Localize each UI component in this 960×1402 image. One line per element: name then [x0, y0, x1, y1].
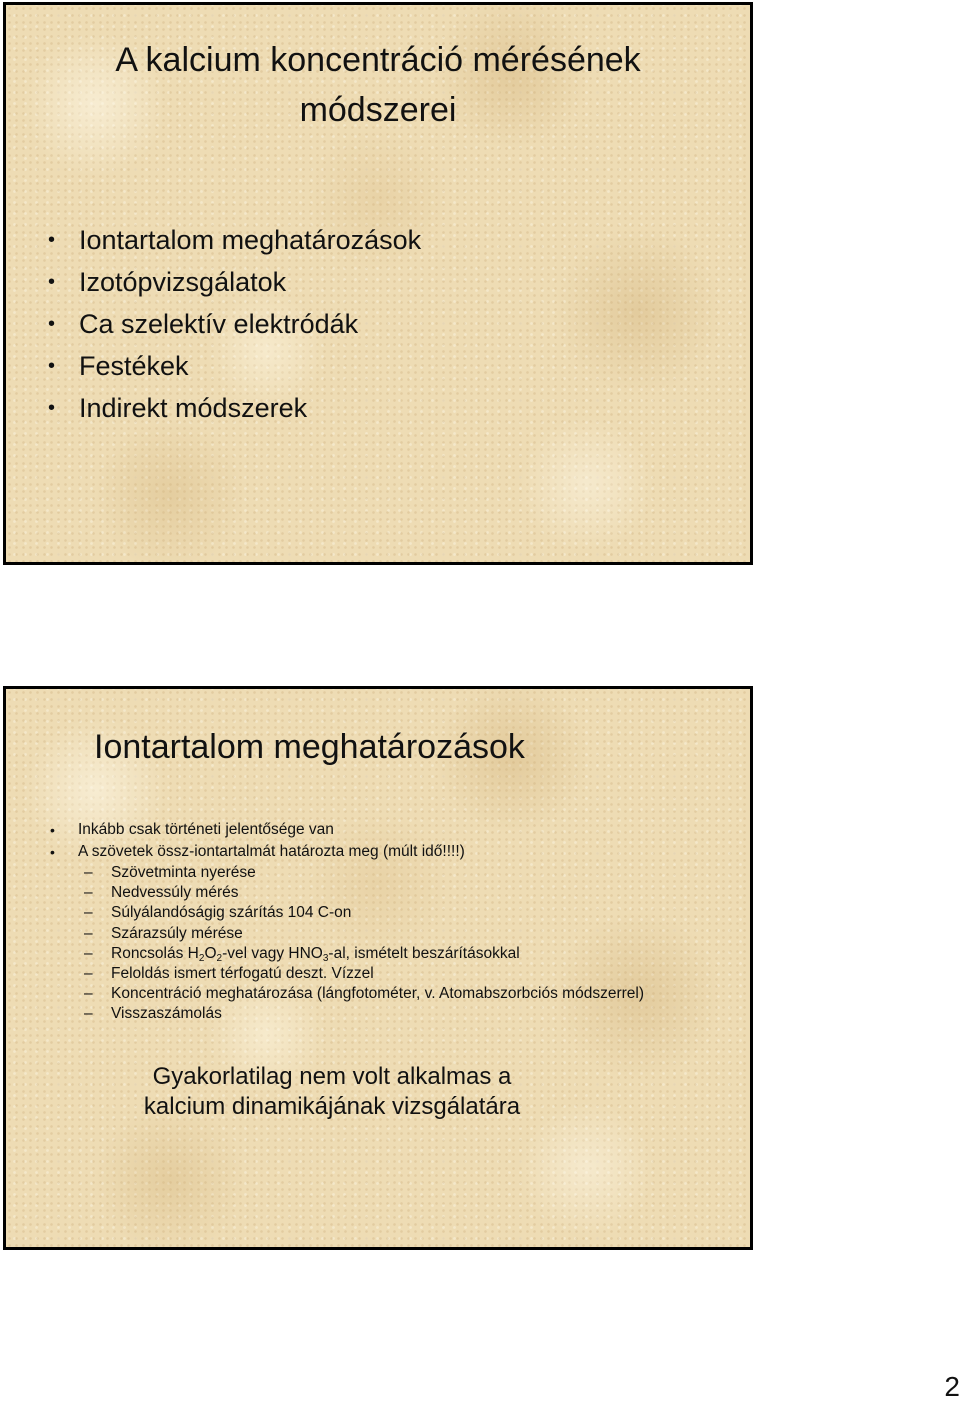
- slide-1-bullet-list: [48, 219, 421, 429]
- dash-icon: –: [84, 884, 93, 902]
- bullet-icon: •: [48, 271, 56, 293]
- bullet-icon: •: [50, 822, 55, 838]
- sub-list-item: – Feloldás ismert térfogatú deszt. Vízzel: [84, 964, 644, 984]
- slide-1-title-line-2: módszerei: [299, 91, 457, 129]
- sub-list-item: – Nedvessúly mérés: [84, 883, 644, 903]
- list-item: • Iontartalom meghatározások: [48, 219, 421, 261]
- list-item: • Ca szelektív elektródák: [48, 303, 421, 345]
- list-item: • Inkább csak történeti jelentősége van: [48, 819, 465, 841]
- dash-icon: –: [84, 965, 93, 983]
- page-number: 2: [944, 1371, 960, 1402]
- sub-list-item: – Szárazsúly mérése: [84, 924, 644, 944]
- sub-list-item-roncsolas: – Roncsolás $H_2O_2$-vel vagy $HNO_3-al$, ismételt beszárításokkal: [84, 944, 520, 964]
- slide-1: [3, 2, 753, 565]
- slide-2: [3, 686, 753, 1250]
- bullet-icon: •: [48, 397, 56, 419]
- bullet-icon: •: [50, 844, 55, 860]
- dash-icon: –: [84, 924, 93, 942]
- dash-icon: –: [84, 1005, 93, 1023]
- slide-1-title: [6, 35, 750, 135]
- list-item: • Izotópvizsgálatok: [48, 261, 421, 303]
- slide-1-title-line-1: A kalcium koncentráció mérésének: [115, 41, 641, 79]
- dash-icon: –: [84, 985, 93, 1003]
- slide-2-title: Iontartalom meghatározások: [94, 728, 525, 766]
- bullet-icon: •: [48, 229, 56, 251]
- dash-icon: –: [84, 944, 93, 962]
- sub-list-item: – Visszaszámolás: [84, 1004, 644, 1024]
- sub-list-item: – Koncentráció meghatározása (lángfotométer, v. Atomabszorbciós módszerrel): [84, 984, 644, 1004]
- conclusion-line-2: kalcium dinamikájának vizsgálatára: [143, 1093, 521, 1120]
- slide-2-sub-list: [84, 863, 644, 1025]
- conclusion-line-1: Gyakorlatilag nem volt alkalmas a: [152, 1063, 512, 1090]
- sub-list-item: – Szövetminta nyerése: [84, 863, 644, 883]
- list-item: • A szövetek össz-iontartalmát határozta meg (múlt idő!!!!): [48, 841, 465, 863]
- sub-list-item: – Súlyálandóságig szárítás 104 C-on: [84, 903, 644, 923]
- list-item: • Indirekt módszerek: [48, 387, 421, 429]
- bullet-icon: •: [48, 355, 56, 377]
- dash-icon: –: [84, 864, 93, 881]
- list-item: • Festékek: [48, 345, 421, 387]
- slide-2-bullet-list: [48, 819, 465, 863]
- dash-icon: –: [84, 904, 93, 922]
- slide-2-conclusion: [6, 1062, 658, 1122]
- bullet-icon: •: [48, 313, 56, 335]
